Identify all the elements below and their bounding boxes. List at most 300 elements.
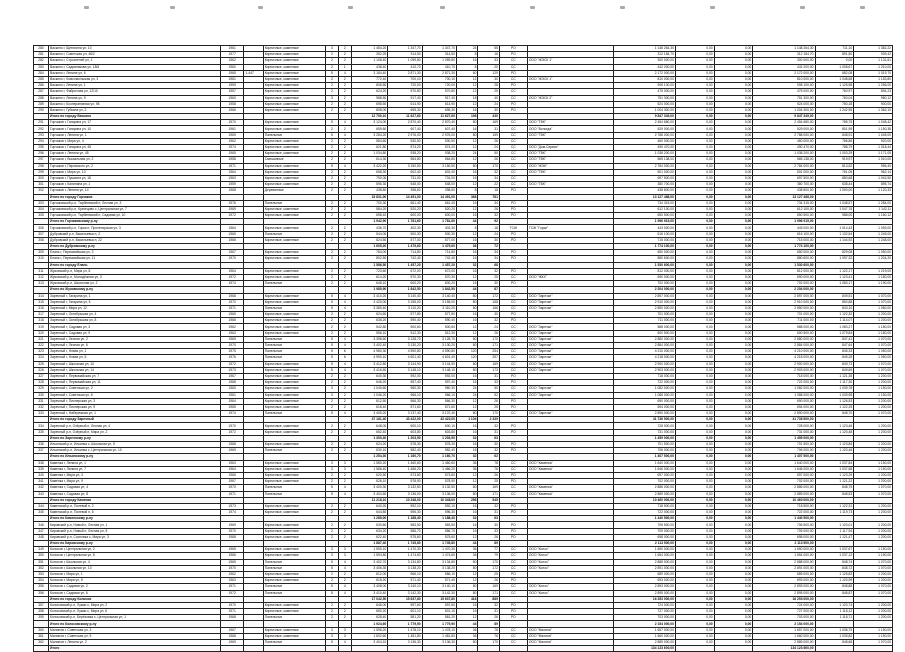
table-cell: 1 245,00 — [854, 231, 893, 237]
table-cell: Итого по Заречному р-ну — [49, 435, 221, 441]
table-cell: 34 — [478, 256, 499, 262]
table-cell: 571,60 — [388, 404, 422, 410]
table-cell: 600 500,00 — [613, 330, 675, 336]
table-cell: 1 014,43 — [815, 225, 854, 231]
table-cell: 1 004 300,00 — [753, 107, 815, 113]
table-cell: Кирпичные, каменные — [263, 169, 325, 175]
table-cell: 402,30 — [388, 225, 422, 231]
table-cell: 698,50 — [351, 101, 388, 107]
table-cell: 545 — [478, 497, 499, 503]
housing-register-table — [33, 45, 893, 652]
table-cell: 304 — [34, 206, 49, 212]
table-cell: 1 774 100,00 — [613, 244, 675, 250]
table-cell: 2 897 000,00 — [753, 293, 815, 299]
table-cell: 5 — [326, 361, 339, 367]
table-cell: 12 — [456, 101, 477, 107]
table-cell: Кирпичные, каменные — [263, 182, 325, 188]
table-cell: 602,40 — [422, 169, 456, 175]
table-cell: 1 478,10 — [422, 627, 456, 633]
table-cell: Панельные — [263, 485, 325, 491]
table-cell: 2 — [326, 231, 339, 237]
table-cell: 1 150,00 — [854, 392, 893, 398]
table-cell: 292 — [34, 126, 49, 132]
table-cell: 63 — [478, 435, 499, 441]
table-cell: СС — [499, 553, 527, 559]
table-cell: ТСЖ "Горки" — [527, 225, 613, 231]
table-cell: 0,00 — [714, 256, 753, 262]
table-cell: Заречный р-н, Озёрный п, Лесная ул, 4 — [49, 423, 221, 429]
table-cell: 3 — [338, 460, 351, 466]
table-cell: 1 082 000,00 — [753, 386, 815, 392]
table-cell: 0,00 — [675, 640, 714, 646]
table-cell: Заречный р-н, Озёрный п, Мира ул, 2 — [49, 429, 221, 435]
table-cell: 2 — [338, 534, 351, 540]
table-cell: 1 660 000,00 — [613, 633, 675, 639]
table-cell: 802,50 — [351, 256, 388, 262]
table-cell — [527, 646, 613, 652]
table-cell: 703 000,00 — [613, 615, 675, 621]
table-cell: 1 479,60 — [422, 244, 456, 250]
table-cell: 398,60 — [422, 188, 456, 194]
table-cell: 700,10 — [422, 76, 456, 82]
table-cell: 80 — [456, 361, 477, 367]
table-cell: 582,40 — [422, 448, 456, 454]
table-cell: 283 — [34, 64, 49, 70]
table-cell: 329 — [34, 386, 49, 392]
table-cell: 2 — [338, 510, 351, 516]
table-cell: Елань г, Первомайская ул, 11 — [49, 256, 221, 262]
table-cell: 0,00 — [675, 596, 714, 602]
table-cell: 544,00 — [351, 231, 388, 237]
table-cell: 1 122,25 — [815, 404, 854, 410]
table-cell: РО — [499, 429, 527, 435]
table-cell: 848,87 — [815, 590, 854, 596]
table-cell: СС — [499, 89, 527, 95]
table-cell: 0,00 — [714, 244, 753, 250]
table-cell: 2 — [326, 157, 339, 163]
table-cell: 0,00 — [675, 256, 714, 262]
table-cell: 2 — [338, 448, 351, 454]
table-cell: 1 842,50 — [388, 287, 422, 293]
table-cell: 16 — [456, 312, 477, 318]
table-cell: 0,00 — [675, 225, 714, 231]
table-cell: 31 — [478, 429, 499, 435]
table-cell: Деревянные — [263, 188, 325, 194]
table-cell: 32 — [478, 213, 499, 219]
table-cell: 2 903 000,00 — [753, 367, 815, 373]
table-cell: 257 — [478, 355, 499, 361]
table-cell: Кирпичные, каменные — [263, 361, 325, 367]
table-cell: Васкино г, Ленина ул, 9 — [49, 95, 221, 101]
table-cell: 1 036,79 — [815, 627, 854, 633]
table-cell: 63 — [478, 516, 499, 522]
table-cell: 1960 — [220, 64, 244, 70]
table-cell: 634,20 — [351, 528, 388, 534]
table-cell: 1 119,73 — [815, 510, 854, 516]
table-cell: 4 590,80 — [422, 349, 456, 355]
table-cell: 2 339 — [478, 417, 499, 423]
table-cell: 76 — [478, 466, 499, 472]
table-cell: 2 — [326, 52, 339, 58]
table-cell: 1 284,00 — [854, 200, 893, 206]
table-cell: 1 200,00 — [854, 472, 893, 478]
table-cell: РО — [499, 52, 527, 58]
table-cell: 1 171,05 — [854, 151, 893, 157]
table-cell: 3 406,30 — [351, 565, 388, 571]
table-cell: 1 180,00 — [854, 274, 893, 280]
table-cell: 5 — [326, 590, 339, 596]
table-cell: 9 847 349,00 — [753, 114, 815, 120]
table-cell: 2 — [326, 107, 339, 113]
table-cell: 3 140,10 — [388, 584, 422, 590]
table-cell: Кирпичные, каменные — [263, 466, 325, 472]
table-cell: 1 093,00 — [854, 225, 893, 231]
table-cell: 2 — [326, 169, 339, 175]
table-cell: 354 — [34, 578, 49, 584]
table-cell: 2 870,40 — [388, 120, 422, 126]
table-cell: ООО "Колос" — [527, 565, 613, 571]
table-cell: 359 — [34, 615, 49, 621]
table-cell: 0,00 — [714, 578, 753, 584]
table-cell: 2 — [326, 138, 339, 144]
table-cell: Васкино г, Советская ул, 48/2 — [49, 52, 221, 58]
table-cell: 2 — [338, 373, 351, 379]
table-cell: 1 188,40 — [388, 516, 422, 522]
table-cell: 1963 — [220, 578, 244, 584]
table-cell: Кирпичные, каменные — [263, 151, 325, 157]
table-cell: 12 — [456, 472, 477, 478]
table-cell: ТСЖ — [499, 225, 527, 231]
table-cell: 612 100,00 — [753, 206, 815, 212]
table-cell: 34 — [478, 250, 499, 256]
table-cell: 312 184,70 — [613, 52, 675, 58]
table-cell: 734 315,00 — [753, 200, 815, 206]
table-cell: 5 — [326, 293, 339, 299]
table-cell: 718 000,00 — [753, 373, 815, 379]
table-cell: 2 784 000,00 — [613, 163, 675, 169]
table-cell: Кировский р-н, Новый п, Лесная ул, 1 — [49, 522, 221, 528]
table-cell: 0,00 — [714, 398, 753, 404]
table-cell: 26 — [478, 472, 499, 478]
table-cell: 520,20 — [388, 206, 422, 212]
table-cell: СС — [499, 386, 527, 392]
table-cell: 2 — [338, 324, 351, 330]
table-cell: 1964 — [220, 169, 244, 175]
table-cell: 362 — [34, 640, 49, 646]
table-cell: Каменка г, Садовая ул, 4 — [49, 485, 221, 491]
table-cell: 658,40 — [351, 213, 388, 219]
table-cell: 340 — [34, 472, 49, 478]
table-cell: 166 — [478, 305, 499, 311]
table-cell: 3 130,20 — [422, 343, 456, 349]
table-cell: Каменка г, Мира ул, 9 — [49, 479, 221, 485]
table-cell: 1 347,70 — [422, 46, 456, 52]
table-cell: 0,00 — [675, 460, 714, 466]
table-cell: 0,00 — [714, 361, 753, 367]
table-cell: 1 200,00 — [854, 609, 893, 615]
table-cell: Итого по Горчаковскому р-ну — [49, 219, 221, 225]
table-cell: 344 — [34, 503, 49, 509]
table-cell: 300 — [34, 175, 49, 181]
table-cell: 1 070,00 — [854, 565, 893, 571]
table-cell: 2 — [326, 76, 339, 82]
table-cell — [499, 646, 527, 652]
table-cell: 808,00 — [351, 107, 388, 113]
table-cell: 34 — [478, 200, 499, 206]
table-cell: 2 154 000,00 — [613, 621, 675, 627]
table-cell: 1 088 000,00 — [613, 392, 675, 398]
table-cell: 3 138,20 — [388, 565, 422, 571]
table-cell: 1 059,80 — [422, 58, 456, 64]
table-cell: 1 479,60 — [388, 244, 422, 250]
table-cell: СС — [499, 175, 527, 181]
table-cell: СС — [499, 367, 527, 373]
table-cell: 573,80 — [422, 472, 456, 478]
table-cell: 1 590,10 — [351, 547, 388, 553]
table-cell: 3 148,10 — [388, 367, 422, 373]
table-cell: 500,30 — [388, 231, 422, 237]
table-cell: 172 — [478, 565, 499, 571]
table-cell: 788,79 — [815, 145, 854, 151]
table-cell: Колосов г, Садовая ул, 2 — [49, 584, 221, 590]
table-cell: 3 136,00 — [388, 491, 422, 497]
table-cell: 2 — [326, 318, 339, 324]
table-cell: 1 248,00 — [854, 237, 893, 243]
table-cell: 1 188,40 — [422, 516, 456, 522]
table-cell: 295 — [34, 145, 49, 151]
table-cell: Кирпичные, каменные — [263, 534, 325, 540]
table-cell: 1 000,00 — [815, 188, 854, 194]
table-cell: 360 — [34, 627, 49, 633]
table-cell: 1970 — [220, 528, 244, 534]
table-cell: 646,20 — [351, 380, 388, 386]
table-cell: 311 — [34, 268, 49, 274]
table-cell: 0,00 — [675, 312, 714, 318]
table-cell: 3 137,40 — [388, 411, 422, 417]
table-cell: 1 018,44 — [854, 145, 893, 151]
table-cell: ООО "Заречье" — [527, 355, 613, 361]
table-cell: 1 120,74 — [815, 602, 854, 608]
table-cell: Горчаковский р-н, Тарбеевский п, Лесная ул, 3 — [49, 200, 221, 206]
table-cell: 715 000,00 — [753, 237, 815, 243]
table-cell: 0,00 — [714, 633, 753, 639]
table-cell: 889 — [478, 596, 499, 602]
table-cell: 323 — [34, 349, 49, 355]
table-cell: 722 000,00 — [613, 380, 675, 386]
table-cell: 582,40 — [388, 448, 422, 454]
table-cell: 12 — [456, 89, 477, 95]
table-cell: 1 470,30 — [422, 547, 456, 553]
table-cell — [220, 646, 244, 652]
table-cell: ООО "Заречье" — [527, 343, 613, 349]
table-cell: Панельные — [263, 565, 325, 571]
table-cell: 1 256,00 — [854, 83, 893, 89]
table-cell: 1 530 600,00 — [613, 262, 675, 268]
table-cell: 0,00 — [714, 305, 753, 311]
table-cell: 16 — [456, 169, 477, 175]
table-cell: 1 060,00 — [854, 305, 893, 311]
table-cell: ООО "ТВК" — [527, 182, 613, 188]
table-cell: РО — [499, 609, 527, 615]
table-cell: 0,00 — [675, 417, 714, 423]
table-cell: 564,80 — [422, 157, 456, 163]
table-cell: Кирпичные, каменные — [263, 602, 325, 608]
table-cell: 847,64 — [815, 343, 854, 349]
table-cell: 1 200,00 — [854, 571, 893, 577]
table-cell: 1 150,00 — [854, 633, 893, 639]
table-cell: 16 — [456, 528, 477, 534]
table-cell: 0,00 — [714, 553, 753, 559]
table-cell: 1 200,00 — [854, 510, 893, 516]
table-cell: 1 120,33 — [854, 188, 893, 194]
table-cell: 1 048,57 — [815, 200, 854, 206]
table-cell: Заречный г, Школьная ул, 14 — [49, 367, 221, 373]
table-cell: 938,20 — [422, 151, 456, 157]
table-cell: Васкино г, Фабричная ул, 12/10 — [49, 89, 221, 95]
table-cell: 0,00 — [675, 151, 714, 157]
table-cell: Панельные — [263, 491, 325, 497]
table-cell: 1968 — [220, 633, 244, 639]
table-cell: 2 — [326, 182, 339, 188]
table-cell: 1 039,95 — [815, 392, 854, 398]
table-cell: 2 — [326, 448, 339, 454]
table-cell: 1 150,00 — [854, 466, 893, 472]
table-cell: 80 — [456, 299, 477, 305]
table-cell: 2 910 000,00 — [753, 299, 815, 305]
table-cell: 607,40 — [388, 126, 422, 132]
table-cell: 2 891 000,00 — [613, 565, 675, 571]
table-cell: Елань г, Первомайская ул, 3 — [49, 250, 221, 256]
table-cell: 16 — [456, 200, 477, 206]
table-cell: 0,00 — [675, 101, 714, 107]
table-cell: 1 114,07 — [815, 318, 854, 324]
table-cell: ООО "ТВК" — [527, 151, 613, 157]
table-cell: 280 — [34, 46, 49, 52]
table-cell: Ильинский р-н, Ильинка с, Школьная ул, 5 — [49, 442, 221, 448]
table-cell: 12 — [456, 398, 477, 404]
table-cell: 0,00 — [675, 244, 714, 250]
table-cell: 520,20 — [422, 206, 456, 212]
table-cell: 702 000,00 — [613, 281, 675, 287]
table-cell: 2 — [338, 145, 351, 151]
table-cell: 577,80 — [422, 312, 456, 318]
table-cell: 616 100,00 — [613, 231, 675, 237]
table-cell: 1 942,90 — [351, 219, 388, 225]
table-cell: 1 083,17 — [815, 281, 854, 287]
table-cell: 0,00 — [714, 621, 753, 627]
table-cell: 1 407 500,00 — [613, 454, 675, 460]
table-cell: 438 800,00 — [613, 188, 675, 194]
table-cell: 1961 — [220, 46, 244, 52]
table-cell: 0,00 — [714, 429, 753, 435]
table-cell: 303 — [34, 200, 49, 206]
table-cell: 0,00 — [675, 169, 714, 175]
table-cell: Кирпичные, каменные — [263, 70, 325, 76]
table-cell: 0,00 — [675, 89, 714, 95]
table-cell: 3 — [326, 95, 339, 101]
table-cell: 1 123,84 — [815, 442, 854, 448]
table-cell: 356 — [34, 590, 49, 596]
table-cell: 36 — [456, 627, 477, 633]
table-cell: 1968 — [220, 615, 244, 621]
table-cell: 714,80 — [388, 250, 422, 256]
table-cell: 368 — [456, 194, 477, 200]
table-cell: 5 — [326, 120, 339, 126]
table-cell: 0,00 — [714, 355, 753, 361]
table-cell: 5 — [326, 336, 339, 342]
table-cell: 1 996 915,00 — [613, 219, 675, 225]
table-cell: 3 137,40 — [422, 411, 456, 417]
table-cell: Итого по Колосовскому р-ну — [49, 621, 221, 627]
table-cell: 1 654 000,00 — [613, 553, 675, 559]
table-cell: 1969 — [220, 336, 244, 342]
table-cell: 1 460,60 — [422, 460, 456, 466]
table-cell: Горчаков г, Гагарина ул, 45 — [49, 145, 221, 151]
table-cell: 3 124,00 — [351, 120, 388, 126]
table-cell: 1 108,40 — [351, 58, 388, 64]
table-cell: СС — [499, 392, 527, 398]
table-cell: 0,00 — [675, 472, 714, 478]
table-cell: 16 — [456, 281, 477, 287]
table-cell: 173 — [478, 367, 499, 373]
table-cell: 0,00 — [714, 151, 753, 157]
table-cell: 529 000,00 — [753, 126, 815, 132]
table-cell: 0,00 — [714, 182, 753, 188]
table-cell: 475 000,00 — [753, 89, 815, 95]
table-cell: 0,00 — [675, 157, 714, 163]
table-cell: 1 150,00 — [854, 553, 893, 559]
table-cell: 299 — [34, 169, 49, 175]
table-cell: 28 — [478, 83, 499, 89]
table-cell: Заречный г, Садовая ул, 3 — [49, 324, 221, 330]
table-cell: 2 — [326, 479, 339, 485]
table-cell: 701 000,00 — [753, 312, 815, 318]
table-cell: Кирпичные, каменные — [263, 318, 325, 324]
table-cell: ООО "Каменка" — [527, 491, 613, 497]
table-cell: 597,40 — [388, 380, 422, 386]
table-cell: 0,00 — [714, 571, 753, 577]
table-cell: 0,00 — [714, 107, 753, 113]
table-cell: 5 — [326, 565, 339, 571]
table-cell: 1 048,68 — [815, 76, 854, 82]
table-cell: 2 172 000,00 — [613, 70, 675, 76]
table-cell: Кирпичные, каменные — [263, 163, 325, 169]
table-cell: 1 180,00 — [854, 324, 893, 330]
table-cell: 0,00 — [714, 287, 753, 293]
table-cell: 2 784 000,00 — [753, 163, 815, 169]
table-cell: 80 — [456, 590, 477, 596]
table-cell: Заречный г, Советская ул, 2 — [49, 386, 221, 392]
table-cell: 0,00 — [714, 330, 753, 336]
table-cell: 722 000,00 — [613, 510, 675, 516]
table-cell: 0,00 — [714, 213, 753, 219]
table-cell: 443 000,00 — [613, 225, 675, 231]
table-cell: 1 004 300,00 — [613, 107, 675, 113]
table-cell: 1966 — [220, 237, 244, 243]
table-cell: 590,40 — [388, 318, 422, 324]
table-cell: 1 150,00 — [854, 627, 893, 633]
table-cell: 24 — [456, 386, 477, 392]
table-cell: 2 — [338, 404, 351, 410]
table-cell: 880 600,00 — [753, 256, 815, 262]
table-cell: 714,80 — [422, 250, 456, 256]
table-cell: 1961 — [220, 126, 244, 132]
table-cell: 1 122,17 — [815, 268, 854, 274]
table-cell: 845,28 — [815, 355, 854, 361]
table-cell: 701 500,00 — [613, 442, 675, 448]
table-cell: 1 470,30 — [388, 547, 422, 553]
table-cell: 0,00 — [714, 522, 753, 528]
